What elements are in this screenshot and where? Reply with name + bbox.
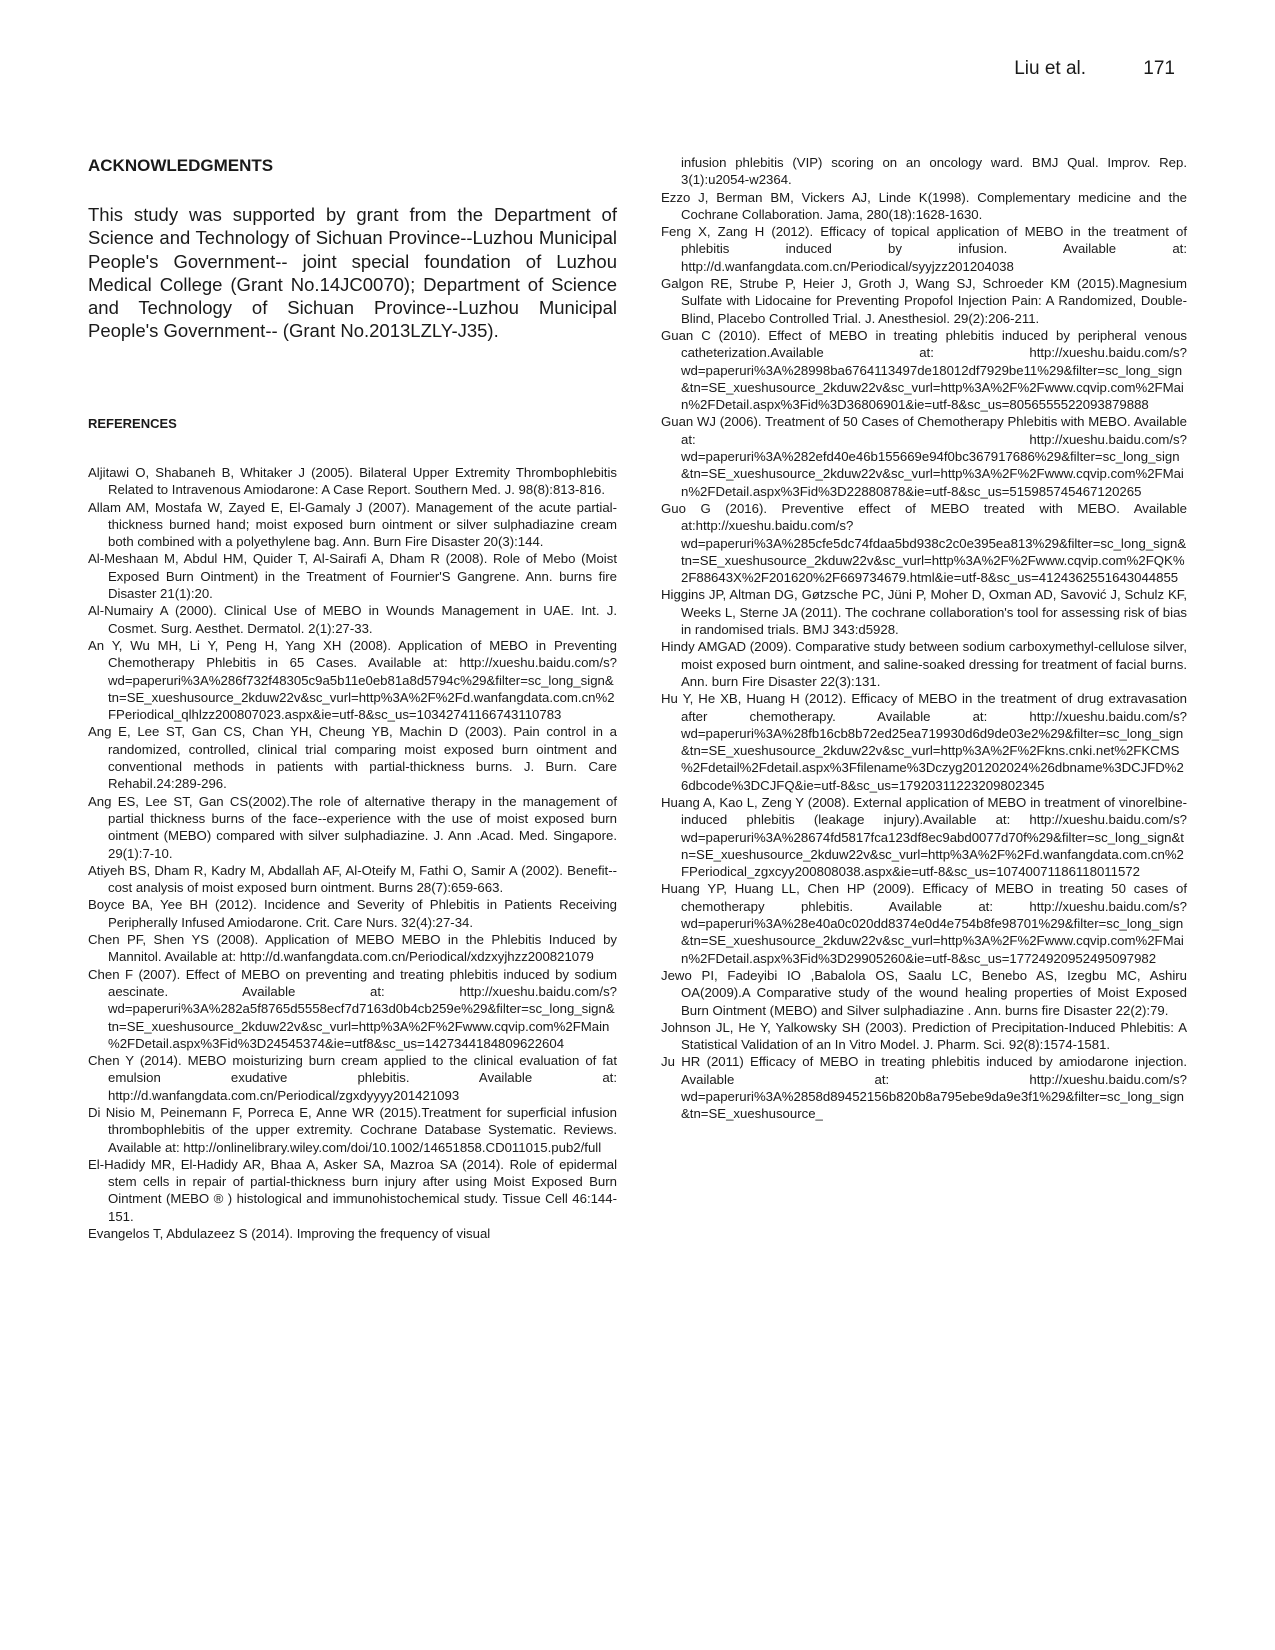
reference-item: Al-Numairy A (2000). Clinical Use of MEBO in Wounds Management in UAE. Int. J. Cosmet. Surg. Aesthet. Dermatol. 2(1):27-33. [88,603,617,636]
reference-item: Ang E, Lee ST, Gan CS, Chan YH, Cheung YB, Machin D (2003). Pain control in a randomized, controlled, clinical trial comparing moist exposed burn ointment and conventional methods in patients with partial-thickness burns. J. Burn. Care Rehabil.24:289-296. [88,724,617,792]
reference-item: Jewo PI, Fadeyibi IO ,Babalola OS, Saalu LC, Benebo AS, Izegbu MC, Ashiru OA(2009).A Comparative study of the wound healing properties of Moist Exposed Burn Ointment (MEBO) and Silver sulphadiazine . Ann. burns fire Disaster 22(2):79. [661,967,1187,1018]
reference-item: Ju HR (2011) Efficacy of MEBO in treating phlebitis induced by amiodarone injection. Available at: http://xueshu.baidu.com/s?wd=paperuri%3A%2858d89452156b820b8a795ebe9da9e3f1%29&filter=sc_long_sign&tn=SE_xueshusource_ [661,1054,1187,1122]
reference-item: Guan WJ (2006). Treatment of 50 Cases of Chemotherapy Phlebitis with MEBO. Available at: http://xueshu.baidu.com/s?wd=paperuri%3A%282efd40e46b155669e94f0bc367917686%29&filter=sc_long_sign&tn=SE_xueshusource_2kduw22v&sc_vurl=http%3A%2F%2Fwww.cqvip.com%2FMain%2FDetail.aspx%3Fid%3D22880878&ie=utf-8&sc_us=515985745467120265 [661,414,1187,499]
reference-item: Chen PF, Shen YS (2008). Application of MEBO MEBO in the Phlebitis Induced by Mannitol. Available at: http://d.wanfangdata.com.cn/Periodical/xdzxyjhzz200821079 [88,932,617,965]
reference-list-left [88,464,617,1242]
reference-item: El-Hadidy MR, El-Hadidy AR, Bhaa A, Asker SA, Mazroa SA (2014). Role of epidermal stem cells in repair of partial-thickness burn injury after using Moist Exposed Burn Ointment (MEBO ® ) histological and immunohistochemical study. Tissue Cell 46:144-151. [88,1156,617,1224]
reference-continuation: infusion phlebitis (VIP) scoring on an oncology ward. BMJ Qual. Improv. Rep. 3(1):u2054-w2364. [681,155,1187,188]
reference-item: Huang A, Kao L, Zeng Y (2008). External application of MEBO in treatment of vinorelbine-induced phlebitis (leakage injury).Available at: http://xueshu.baidu.com/s?wd=paperuri%3A%28674fd5817fca123df8ec9abd0077d70f%29&filter=sc_long_sign&tn=SE_xueshusource_2kduw22v&sc_vurl=http%3A%2F%2Fd.wanfangdata.com.cn%2FPeriodical_zgxcyy200808038.aspx&ie=utf-8&sc_us=10740071186118011572 [661,794,1187,880]
reference-item: Aljitawi O, Shabaneh B, Whitaker J (2005). Bilateral Upper Extremity Thrombophlebitis Related to Intravenous Amiodarone: A Case Report. Southern Med. J. 98(8):813-816. [88,465,617,498]
reference-item: Di Nisio M, Peinemann F, Porreca E, Anne WR (2015).Treatment for superficial infusion thrombophlebitis of the upper extremity. Cochrane Database Systematic. Reviews. Available at: http://onlinelibrary.wiley.com/doi/10.1002/14651858.CD011015.pub2/full [88,1104,617,1155]
reference-item: Hindy AMGAD (2009). Comparative study between sodium carboxymethyl-cellulose silver, moist exposed burn ointment, and saline-soaked dressing for treatment of facial burns. Ann. burn Fire Disaster 22(3):131. [661,639,1187,689]
reference-item: Feng X, Zang H (2012). Efficacy of topical application of MEBO in the treatment of phlebitis induced by infusion. Available at: http://d.wanfangdata.com.cn/Periodical/syyjzz201204038 [661,224,1187,274]
reference-list-right [661,154,1187,1123]
reference-item: Ang ES, Lee ST, Gan CS(2002).The role of alternative therapy in the management of partial thickness burns of the face--experience with the use of moist exposed burn ointment (MEBO) compared with silver sulphadiazine. J. Ann .Acad. Med. Singapore. 29(1):7-10. [88,793,617,861]
page-number: 171 [1143,58,1175,79]
reference-item: Allam AM, Mostafa W, Zayed E, El-Gamaly J (2007). Management of the acute partial-thickness burned hand; moist exposed burn ointment or silver sulphadiazine cream both combined with a polyethylene bag. Ann. Burn Fire Disaster 20(3):144. [88,499,617,550]
right-column [661,154,1187,1123]
reference-item: Al-Meshaan M, Abdul HM, Quider T, Al-Sairafi A, Dham R (2008). Role of Mebo (Moist Exposed Burn Ointment) in the Treatment of Fournier'S Gangrene. Ann. burns fire Disaster 21(1):20. [88,551,617,602]
reference-item: Chen Y (2014). MEBO moisturizing burn cream applied to the clinical evaluation of fat emulsion exudative phlebitis. Available at: http://d.wanfangdata.com.cn/Periodical/zgxdyyyy201421093 [88,1053,617,1103]
reference-item: Ezzo J, Berman BM, Vickers AJ, Linde K(1998). Complementary medicine and the Cochrane Collaboration. Jama, 280(18):1628-1630. [661,189,1187,222]
reference-item: Hu Y, He XB, Huang H (2012). Efficacy of MEBO in the treatment of drug extravasation after chemotherapy. Available at: http://xueshu.baidu.com/s?wd=paperuri%3A%28fb16cb8b72ed25ea719930d6d9de03e2%29&filter=sc_long_sign&tn=SE_xueshusource_2kduw22v&sc_vurl=http%3A%2F%2Fkns.cnki.net%2FKCMS%2Fdetail%2Fdetail.aspx%3Ffilename%3Dczyg201202024%26dbname%3DCJFD%26dbcode%3DCJFQ&ie=utf-8&sc_us=17920311223209802345 [661,691,1187,793]
reference-item: Chen F (2007). Effect of MEBO on preventing and treating phlebitis induced by sodium aescinate. Available at: http://xueshu.baidu.com/s?wd=paperuri%3A%282a5f8765d5558ecf7d7163d0b4cb259e%29&filter=sc_long_sign&tn=SE_xueshusource_2kduw22v&sc_vurl=http%3A%2F%2Fwww.cqvip.com%2FMain%2FDetail.aspx%3Fid%3D24545374&ie=utf8&sc_us=1427344184809622604 [88,966,617,1051]
reference-item: An Y, Wu MH, Li Y, Peng H, Yang XH (2008). Application of MEBO in Preventing Chemotherapy Phlebitis in 65 Cases. Available at: http://xueshu.baidu.com/s?wd=paperuri%3A%286f732f48305c9a5b11e0eb81a8d5794c%29&filter=sc_long_sign&tn=SE_xueshusource_2kduw22v&sc_vurl=http%3A%2F%2Fd.wanfangdata.com.cn%2FPeriodical_qlhlzz200807023.aspx&ie=utf-8&sc_us=10342741166743110783 [88,637,617,723]
running-header [1014,58,1175,80]
acknowledgments-text: This study was supported by grant from the Department of Science and Technology of Sichuan Province--Luzhou Municipal People's Government-- joint special foundation of Luzhou Medical College (Grant No.14JC0070); Department of Science and Technology of Sichuan Province--Luzhou Municipal People's Government-- (Grant No.2013LZLY-J35). [88,204,617,342]
references-heading: REFERENCES [88,416,177,431]
running-header-authors: Liu et al. [1014,58,1087,79]
acknowledgments-heading: ACKNOWLEDGMENTS [88,156,274,175]
reference-item: Galgon RE, Strube P, Heier J, Groth J, Wang SJ, Schroeder KM (2015).Magnesium Sulfate with Lidocaine for Preventing Propofol Injection Pain: A Randomized, Double-Blind, Placebo Controlled Trial. J. Anesthesiol. 29(2):206-211. [661,276,1187,326]
reference-item: Boyce BA, Yee BH (2012). Incidence and Severity of Phlebitis in Patients Receiving Peripherally Infused Amiodarone. Crit. Care Nurs. 32(4):27-34. [88,897,617,930]
reference-item: Guo G (2016). Preventive effect of MEBO treated with MEBO. Available at:http://xueshu.baidu.com/s?wd=paperuri%3A%285cfe5dc74fdaa5bd938c2c0e395ea813%29&filter=sc_long_sign&tn=SE_xueshusource_2kduw22v&sc_vurl=http%3A%2F%2Fwww.cqvip.com%2FQK%2F88643X%2F201620%2F669734679.html&ie=utf-8&sc_us=4124362551643044855 [661,500,1187,586]
reference-item: Evangelos T, Abdulazeez S (2014). Improving the frequency of visual [88,1226,491,1242]
reference-item: Higgins JP, Altman DG, Gøtzsche PC, Jüni P, Moher D, Oxman AD, Savović J, Schulz KF, Weeks L, Sterne JA (2011). The cochrane collaboration's tool for assessing risk of bias in randomised trials. BMJ 343:d5928. [661,587,1187,638]
reference-item: Huang YP, Huang LL, Chen HP (2009). Efficacy of MEBO in treating 50 cases of chemotherapy phlebitis. Available at: http://xueshu.baidu.com/s?wd=paperuri%3A%28e40a0c020dd8374e0d4e754b8fe98701%29&filter=sc_long_sign&tn=SE_xueshusource_2kduw22v&sc_vurl=http%3A%2F%2Fwww.cqvip.com%2FMain%2FDetail.aspx%3Fid%3D29905260&ie=utf-8&sc_us=17724920952495097982 [661,881,1187,966]
reference-item: Johnson JL, He Y, Yalkowsky SH (2003). Prediction of Precipitation-Induced Phlebitis: A Statistical Validation of an In Vitro Model. J. Pharm. Sci. 92(8):1574-1581. [661,1019,1187,1053]
reference-item: Atiyeh BS, Dham R, Kadry M, Abdallah AF, Al-Oteify M, Fathi O, Samir A (2002). Benefit--cost analysis of moist exposed burn ointment. Burns 28(7):659-663. [88,862,617,896]
reference-item: Guan C (2010). Effect of MEBO in treating phlebitis induced by peripheral venous catheterization.Available at: http://xueshu.baidu.com/s?wd=paperuri%3A%28998ba6764113497de18012df7929be11%29&filter=sc_long_sign&tn=SE_xueshusource_2kduw22v&sc_vurl=http%3A%2F%2Fwww.cqvip.com%2FMain%2FDetail.aspx%3Fid%3D36806901&ie=utf-8&sc_us=8056555522093879888 [661,327,1187,413]
